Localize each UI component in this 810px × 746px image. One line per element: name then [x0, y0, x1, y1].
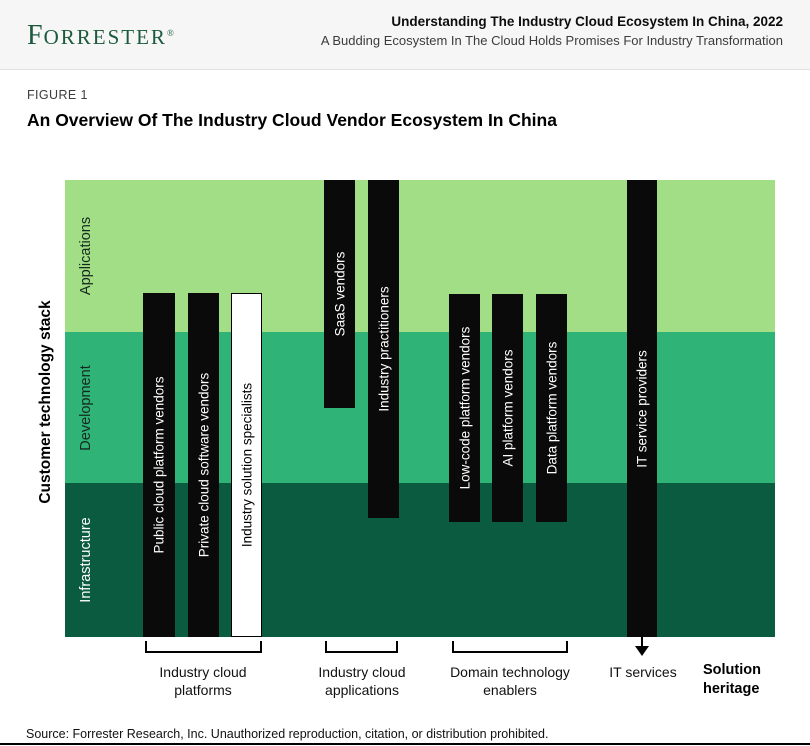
- vendor-bar-it-service-providers: [627, 180, 657, 637]
- vendor-bar-label: Industry solution specialists: [239, 382, 254, 548]
- band-infrastructure-label: Infrastructure: [78, 517, 94, 603]
- logo-rest: ORRESTER: [43, 25, 167, 49]
- vendor-bar-label: IT service providers: [634, 349, 650, 468]
- vendor-bar-data-platform-vendors: [536, 294, 567, 522]
- vendor-bar-label: AI platform vendors: [500, 349, 515, 467]
- registered-trademark-symbol: ®: [166, 28, 174, 38]
- group-bracket-industry-cloud-platforms: [145, 641, 262, 653]
- report-subtitle: A Budding Ecosystem In The Cloud Holds Promises For Industry Transformation: [320, 33, 783, 48]
- figure-label: FIGURE 1: [27, 88, 88, 102]
- vendor-bar-label: Low-code platform vendors: [457, 326, 472, 490]
- vendor-bar-label: Data platform vendors: [544, 341, 559, 475]
- down-arrow-icon: [641, 637, 643, 646]
- group-label-it-services: IT services: [609, 664, 677, 680]
- vendor-bar-ai-platform-vendors: [492, 294, 523, 522]
- bottom-rule: [0, 743, 810, 745]
- forrester-logo: [27, 20, 174, 52]
- vendor-bar-saas-vendors: [324, 180, 355, 408]
- vendor-bar-low-code-platform-vendors: [449, 294, 480, 522]
- vendor-bar-label: Industry practitioners: [376, 286, 391, 412]
- group-bracket-industry-cloud-applications: [325, 641, 398, 653]
- vendor-bar-label: Private cloud software vendors: [196, 372, 211, 558]
- source-note: Source: Forrester Research, Inc. Unauthorized reproduction, citation, or distribution prohibited.: [26, 727, 549, 741]
- vendor-bar-private-cloud-software-vendors: [188, 293, 219, 637]
- band-applications-label: Applications: [78, 216, 94, 296]
- group-label-domain-technology-enablers: Domain technology enablers: [450, 664, 570, 698]
- vendor-bar-label: Public cloud platform vendors: [151, 376, 167, 554]
- logo-initial: F: [27, 20, 44, 51]
- group-label-industry-cloud-applications: Industry cloud applications: [318, 664, 406, 698]
- stack-chart: [65, 180, 775, 637]
- report-header: [0, 0, 810, 70]
- group-label-industry-cloud-platforms: Industry cloud platforms: [159, 664, 247, 698]
- report-title: Understanding The Industry Cloud Ecosystem In China, 2022: [391, 14, 783, 29]
- figure-title: An Overview Of The Industry Cloud Vendor Ecosystem In China: [27, 110, 557, 130]
- vendor-bar-industry-practitioners: [368, 180, 399, 518]
- group-bracket-domain-technology-enablers: [452, 641, 568, 653]
- down-arrow-icon: [635, 646, 649, 656]
- band-development-label: Development: [78, 364, 94, 451]
- vendor-bar-label: SaaS vendors: [332, 251, 347, 337]
- header-titles: [321, 14, 783, 48]
- vendor-bar-industry-solution-specialists: [231, 293, 262, 637]
- stack-axis-label: Customer technology stack: [37, 300, 54, 504]
- vendor-bar-public-cloud-platform-vendors: [143, 293, 175, 637]
- solution-heritage-label: Solution heritage: [703, 662, 761, 697]
